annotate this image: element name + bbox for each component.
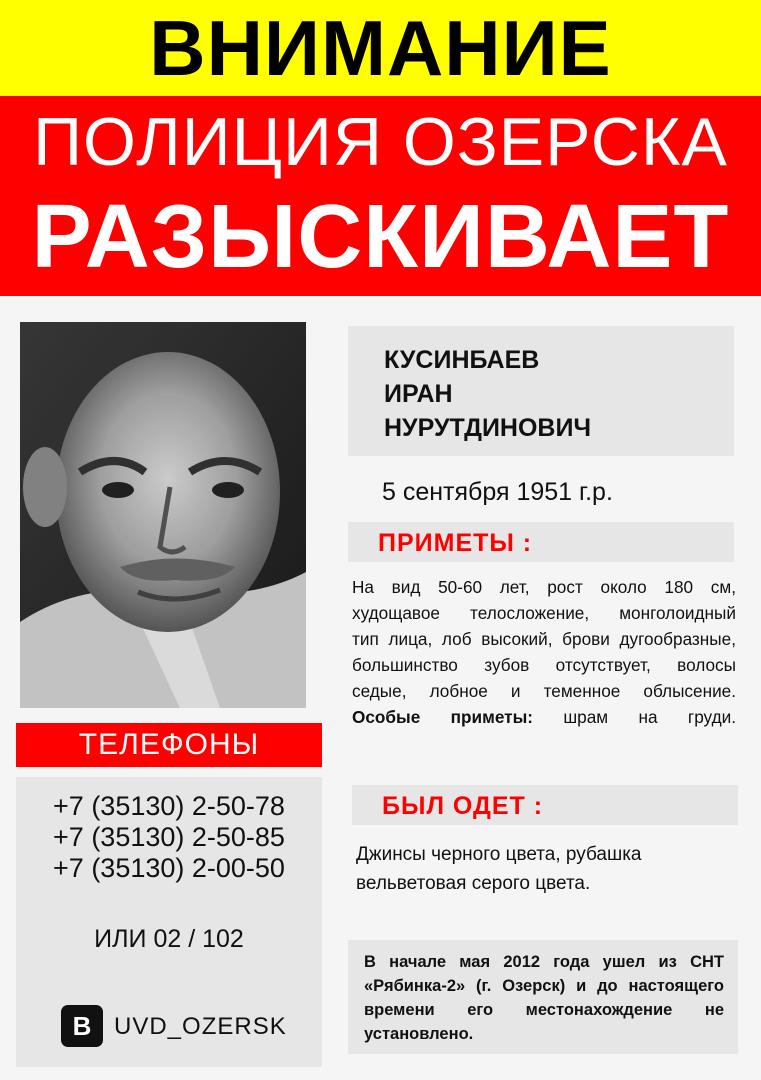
signs-header — [348, 522, 734, 562]
clothes-header — [352, 785, 738, 825]
birth-date: 5 сентября 1951 г.р. — [382, 478, 613, 506]
emergency-numbers: ИЛИ 02 / 102 — [94, 925, 244, 953]
person-patronymic: НУРУТДИНОВИЧ — [384, 414, 592, 442]
phones-title: ТЕЛЕФОНЫ — [78, 728, 260, 761]
special-signs — [352, 704, 736, 730]
social-handle[interactable]: UVD_OZERSK — [114, 1013, 287, 1040]
special-signs-value: шрам на груди. — [532, 707, 736, 727]
wanted-banner — [0, 96, 761, 296]
attention-banner — [0, 0, 761, 96]
phone-number[interactable]: +7 (35130) 2-50-78 — [53, 791, 285, 821]
clothes-line: вельветовая серого цвета. — [356, 873, 591, 894]
attention-title: ВНИМАНИЕ — [149, 4, 612, 92]
signs-line: худощавое телосложение, монголоидный — [352, 603, 736, 623]
vk-icon[interactable]: B — [61, 1005, 103, 1047]
phones-header — [16, 723, 322, 767]
signs-line: тип лица, лоб высокий, брови дугообразные, — [352, 629, 736, 649]
clothes-line: Джинсы черного цвета, рубашка — [356, 844, 642, 865]
person-name: ИРАН — [384, 380, 453, 408]
signs-title: ПРИМЕТЫ : — [378, 529, 533, 557]
signs-line: большинство зубов отсутствует, волосы — [352, 655, 736, 675]
signs-line: На вид 50-60 лет, рост около 180 см, — [352, 577, 736, 597]
signs-description — [352, 574, 736, 730]
phone-number[interactable]: +7 (35130) 2-50-85 — [53, 822, 285, 852]
signs-line: седые, лобное и теменное облысение. — [352, 681, 736, 701]
clothes-description — [356, 840, 726, 898]
phones-panel — [16, 777, 322, 1067]
wanted-title: РАЗЫСКИВАЕТ — [31, 187, 730, 287]
person-surname: КУСИНБАЕВ — [384, 346, 540, 374]
clothes-title: БЫЛ ОДЕТ : — [382, 792, 544, 820]
phone-number[interactable]: +7 (35130) 2-00-50 — [53, 853, 285, 883]
notice-text: В начале мая 2012 года ушел из СНТ «Рябинка-2» (г. Озерск) и до настоящего времени его местонахождение не установлено. — [364, 953, 724, 1043]
police-title: ПОЛИЦИЯ ОЗЕРСКА — [33, 104, 728, 180]
missing-person-photo — [20, 322, 306, 708]
special-signs-label: Особые приметы: — [352, 707, 533, 727]
disappearance-notice — [348, 940, 738, 1054]
person-name-panel — [348, 326, 734, 456]
